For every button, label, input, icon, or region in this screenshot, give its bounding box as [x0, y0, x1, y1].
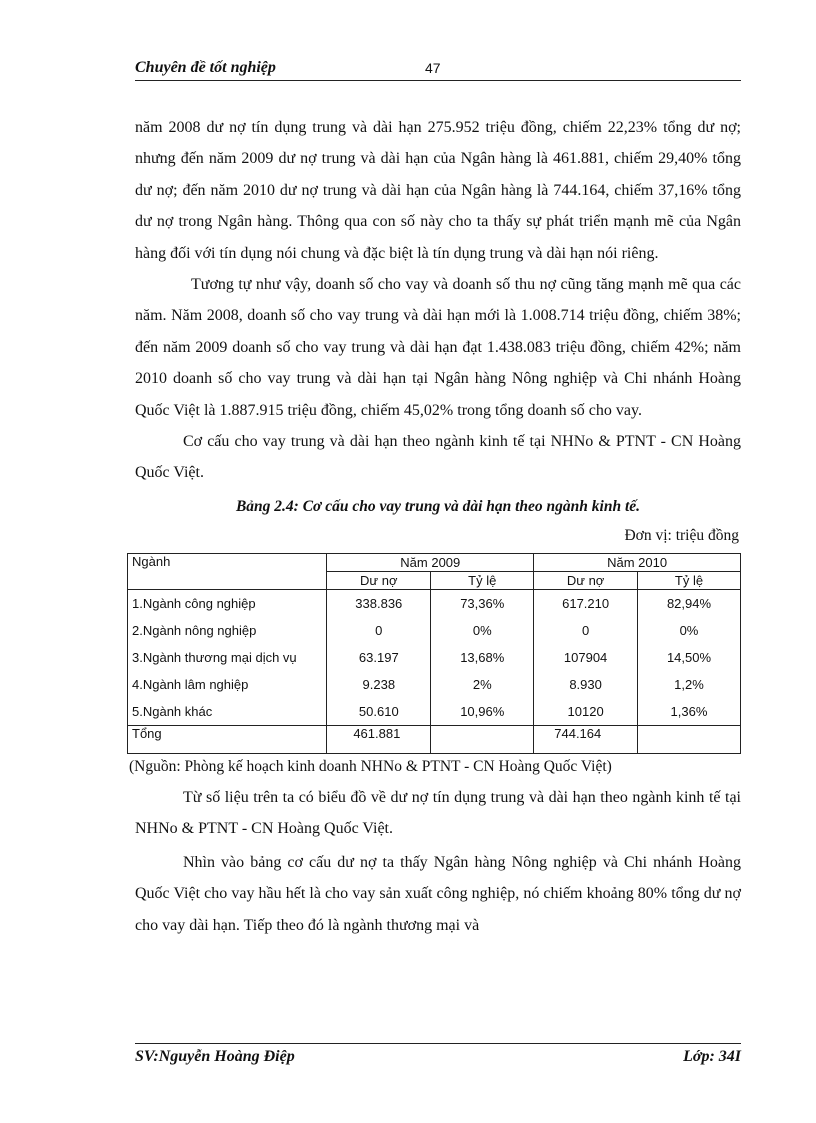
col-header-year-2010: Năm 2010 [534, 553, 741, 571]
row-ratio-2009: 0% [431, 617, 534, 644]
row-debt-2009: 50.610 [327, 698, 431, 726]
row-ratio-2009: 10,96% [431, 698, 534, 726]
document-body [129, 112, 741, 941]
row-debt-2010: 617.210 [534, 589, 638, 617]
row-debt-2009: 63.197 [327, 644, 431, 671]
table-source: (Nguồn: Phòng kế hoạch kinh doanh NHNo & PTNT - CN Hoàng Quốc Việt) [129, 757, 612, 775]
total-debt-2010: 744.164 [534, 725, 638, 753]
table-unit: Đơn vị: triệu đồng [624, 526, 739, 544]
row-name: 5.Ngành khác [128, 698, 327, 726]
paragraph-4: Từ số liệu trên ta có biểu đồ về dư nợ tín dụng trung và dài hạn theo ngành kinh tế tại NHNo & PTNT - CN Hoàng Quốc Việt. [135, 788, 741, 838]
header-title: Chuyên đề tốt nghiệp [135, 59, 276, 76]
col-header-year-2009: Năm 2009 [327, 553, 534, 571]
footer-class: Lớp: 34I [683, 1048, 741, 1065]
table-total-row [128, 725, 741, 753]
loan-structure-table [127, 553, 741, 754]
table-row [128, 698, 741, 726]
total-ratio-2009 [431, 725, 534, 753]
table-row [128, 589, 741, 617]
row-ratio-2010: 1,36% [637, 698, 740, 726]
paragraph-2: Tương tự như vậy, doanh số cho vay và doanh số thu nợ cũng tăng mạnh mẽ qua các năm. Năm 2008, doanh số cho vay trung và dài hạn mới là 1.008.714 triệu đồng, chiếm 38%; đến năm 2009 doanh số cho vay trung và dài hạn đạt 1.438.083 triệu đồng, chiếm 42%; năm 2010 doanh số cho vay trung và dài hạn tại Ngân hàng Nông nghiệp và Chi nhánh Hoàng Quốc Việt là 1.887.915 triệu đồng, chiếm 45,02% trong tổng doanh số cho vay. [135, 276, 741, 419]
row-name: 4.Ngành lâm nghiệp [128, 671, 327, 698]
row-ratio-2010: 1,2% [637, 671, 740, 698]
total-label: Tổng [128, 725, 327, 753]
row-ratio-2009: 2% [431, 671, 534, 698]
row-debt-2009: 0 [327, 617, 431, 644]
page-number: 47 [425, 60, 441, 76]
table-row [128, 617, 741, 644]
sub-header-ratio-2009: Tỷ lệ [431, 571, 534, 589]
table-caption: Bảng 2.4: Cơ cấu cho vay trung và dài hạn theo ngành kinh tế. [235, 497, 641, 515]
row-ratio-2010: 0% [637, 617, 740, 644]
row-name: 3.Ngành thương mại dịch vụ [128, 644, 327, 671]
paragraph-1: năm 2008 dư nợ tín dụng trung và dài hạn 275.952 triệu đồng, chiếm 22,23% tổng dư nợ; nhưng đến năm 2009 dư nợ trung và dài hạn của Ngân hàng là 461.881, chiếm 29,40% tổng dư nợ; đến năm 2010 dư nợ trung và dài hạn của Ngân hàng là 744.164, chiếm 37,16% tổng dư nợ trong Ngân hàng. Thông qua con số này cho ta thấy sự phát triển mạnh mẽ của Ngân hàng đối với tín dụng nói chung và đặc biệt là tín dụng trung và dài hạn nói riêng. [135, 119, 741, 262]
table-row [128, 671, 741, 698]
row-ratio-2010: 82,94% [637, 589, 740, 617]
col-header-nganh: Ngành [128, 553, 327, 589]
page-footer [135, 1043, 741, 1068]
row-ratio-2009: 13,68% [431, 644, 534, 671]
row-debt-2009: 338.836 [327, 589, 431, 617]
total-debt-2009: 461.881 [327, 725, 431, 753]
row-name: 2.Ngành nông nghiệp [128, 617, 327, 644]
row-name: 1.Ngành công nghiệp [128, 589, 327, 617]
footer-student: SV:Nguyễn Hoàng Điệp [135, 1048, 295, 1065]
paragraph-5: Nhìn vào bảng cơ cấu dư nợ ta thấy Ngân hàng Nông nghiệp và Chi nhánh Hoàng Quốc Việt cho vay hầu hết là cho vay sản xuất công nghiệp, nó chiếm khoảng 80% tổng dư nợ cho vay dài hạn. Tiếp theo đó là ngành thương mại và [135, 853, 741, 934]
row-debt-2010: 0 [534, 617, 638, 644]
row-debt-2010: 8.930 [534, 671, 638, 698]
table-row [128, 644, 741, 671]
sub-header-ratio-2010: Tỷ lệ [637, 571, 740, 589]
row-ratio-2010: 14,50% [637, 644, 740, 671]
row-ratio-2009: 73,36% [431, 589, 534, 617]
row-debt-2010: 107904 [534, 644, 638, 671]
sub-header-debt-2009: Dư nợ [327, 571, 431, 589]
paragraph-3: Cơ cấu cho vay trung và dài hạn theo ngành kinh tế tại NHNo & PTNT - CN Hoàng Quốc Việt. [135, 433, 741, 482]
total-ratio-2010 [637, 725, 740, 753]
row-debt-2009: 9.238 [327, 671, 431, 698]
row-debt-2010: 10120 [534, 698, 638, 726]
page-header [135, 58, 741, 81]
sub-header-debt-2010: Dư nợ [534, 571, 638, 589]
